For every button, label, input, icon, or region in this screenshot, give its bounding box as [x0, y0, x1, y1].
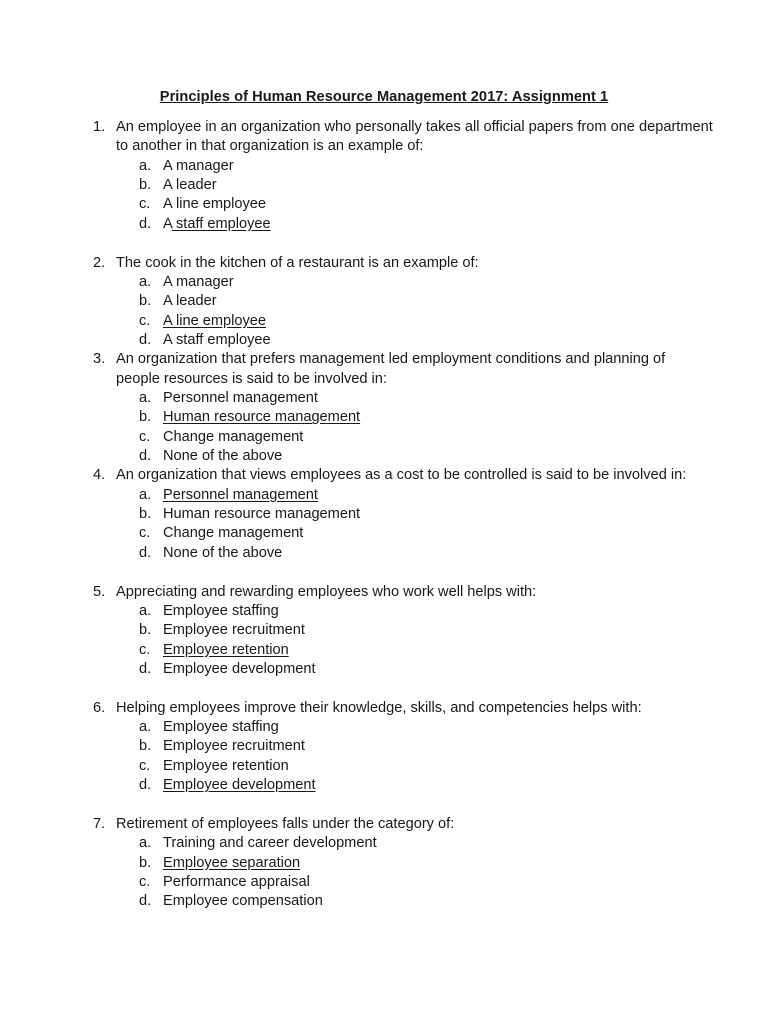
option-letter: d.	[139, 331, 152, 348]
option-list	[93, 157, 713, 234]
option-c	[93, 428, 713, 447]
question-number: 3.	[93, 351, 106, 368]
option-a	[93, 602, 713, 621]
question-text: An employee in an organization who personally takes all official papers from one department to another in that organization is an example of:	[116, 119, 713, 155]
option-a	[93, 834, 713, 853]
option-b	[93, 292, 713, 311]
option-c-answer	[93, 312, 713, 331]
option-letter: c.	[139, 874, 151, 891]
option-letter: a.	[139, 602, 152, 619]
option-b	[93, 737, 713, 756]
option-letter: b.	[139, 409, 152, 426]
option-text: Personnel management	[163, 389, 318, 406]
option-text: Performance appraisal	[163, 874, 310, 891]
option-b	[93, 176, 713, 195]
question-1	[93, 118, 713, 234]
option-letter: d.	[139, 215, 152, 232]
question-text: An organization that prefers management led employment conditions and planning of people resources is said to be involved in:	[116, 351, 666, 387]
question-number: 7.	[93, 816, 106, 832]
option-text: A leader	[163, 177, 217, 194]
question-4	[93, 466, 713, 563]
option-d-answer	[93, 215, 713, 234]
option-letter: d.	[139, 544, 152, 561]
question-text: Retirement of employees falls under the category of:	[116, 816, 455, 832]
selected-answer-text: Personnel management	[163, 486, 318, 503]
option-text: A manager	[163, 157, 234, 174]
option-text: Change management	[163, 525, 304, 542]
option-letter: a.	[139, 157, 152, 174]
option-letter: c.	[139, 196, 151, 213]
option-text: A leader	[163, 293, 217, 310]
option-letter: b.	[139, 293, 152, 310]
question-number: 1.	[93, 119, 106, 135]
option-c	[93, 757, 713, 776]
option-text: Employee retention	[163, 757, 289, 774]
option-d	[93, 447, 713, 466]
option-a	[93, 389, 713, 408]
question-number: 5.	[93, 583, 106, 600]
option-text: Employee recruitment	[163, 622, 305, 639]
selected-answer-text: Employee retention	[163, 641, 289, 658]
option-letter: b.	[139, 177, 152, 194]
question-stem	[93, 350, 713, 389]
option-b-answer	[93, 408, 713, 427]
question-text: Appreciating and rewarding employees who work well helps with:	[116, 583, 537, 600]
question-stem	[93, 583, 713, 602]
option-b-answer	[93, 854, 713, 873]
question-text: Helping employees improve their knowledge, skills, and competencies helps with:	[116, 699, 642, 716]
option-text: Employee staffing	[163, 602, 279, 619]
option-text: Employee compensation	[163, 893, 323, 910]
question-5	[93, 583, 713, 680]
option-list	[93, 834, 713, 911]
option-text: None of the above	[163, 544, 283, 561]
option-text: Training and career development	[163, 835, 377, 852]
option-c-answer	[93, 641, 713, 660]
option-text: Employee development	[163, 660, 316, 677]
option-letter: a.	[139, 273, 152, 290]
option-letter: a.	[139, 719, 152, 736]
option-c	[93, 524, 713, 543]
option-a	[93, 157, 713, 176]
option-letter: b.	[139, 506, 152, 523]
option-letter: c.	[139, 428, 151, 445]
question-7	[93, 815, 713, 912]
option-a	[93, 718, 713, 737]
option-text: Human resource management	[163, 506, 361, 523]
option-letter: d.	[139, 660, 152, 677]
option-letter: d.	[139, 448, 152, 464]
question-text: The cook in the kitchen of a restaurant is an example of:	[116, 254, 479, 271]
question-text: An organization that views employees as a cost to be controlled is said to be involved in:	[116, 467, 687, 484]
option-letter: a.	[139, 835, 152, 852]
option-list	[93, 486, 713, 563]
option-text: A manager	[163, 273, 234, 290]
option-d-answer	[93, 776, 713, 795]
question-list	[93, 118, 713, 912]
option-letter: b.	[139, 738, 152, 755]
option-d	[93, 544, 713, 563]
question-stem	[93, 118, 713, 157]
page-title: Principles of Human Resource Management 2017: Assignment 1	[159, 89, 609, 105]
option-b	[93, 621, 713, 640]
option-b	[93, 505, 713, 524]
option-text: Employee staffing	[163, 719, 279, 736]
option-letter: c.	[139, 525, 151, 542]
option-d	[93, 892, 713, 911]
question-stem	[93, 254, 713, 273]
question-number: 2.	[93, 254, 106, 271]
option-a	[93, 273, 713, 292]
option-text: Employee recruitment	[163, 738, 305, 755]
option-letter: d.	[139, 893, 152, 910]
option-letter: c.	[139, 641, 151, 658]
option-text: Change management	[163, 428, 304, 445]
option-letter: b.	[139, 854, 152, 871]
question-stem	[93, 815, 713, 834]
question-stem	[93, 466, 713, 485]
question-6	[93, 699, 713, 796]
selected-answer-text: staff employee	[171, 215, 271, 232]
option-text: None of the above	[163, 448, 283, 464]
option-c	[93, 195, 713, 214]
selected-answer-text: Employee development	[163, 777, 316, 794]
option-c	[93, 873, 713, 892]
option-letter: a.	[139, 389, 152, 406]
question-number: 4.	[93, 467, 106, 484]
option-text: A staff employee	[163, 331, 271, 348]
option-letter: c.	[139, 757, 151, 774]
option-list	[93, 718, 713, 795]
selected-answer-text: Human resource management	[163, 409, 361, 426]
option-text: A line employee	[163, 196, 267, 213]
option-d	[93, 660, 713, 679]
option-list	[93, 273, 713, 350]
question-number: 6.	[93, 699, 106, 716]
option-a-answer	[93, 486, 713, 505]
option-letter: b.	[139, 622, 152, 639]
option-letter: d.	[139, 777, 152, 794]
option-list	[93, 389, 713, 466]
option-list	[93, 602, 713, 679]
option-d	[93, 331, 713, 350]
question-3	[93, 350, 713, 466]
option-text-prefix: A	[163, 215, 172, 232]
option-letter: c.	[139, 312, 151, 329]
selected-answer-text: A line employee	[163, 312, 267, 329]
question-stem	[93, 699, 713, 718]
option-letter: a.	[139, 486, 152, 503]
question-2	[93, 254, 713, 351]
selected-answer-text: Employee separation	[163, 854, 301, 871]
